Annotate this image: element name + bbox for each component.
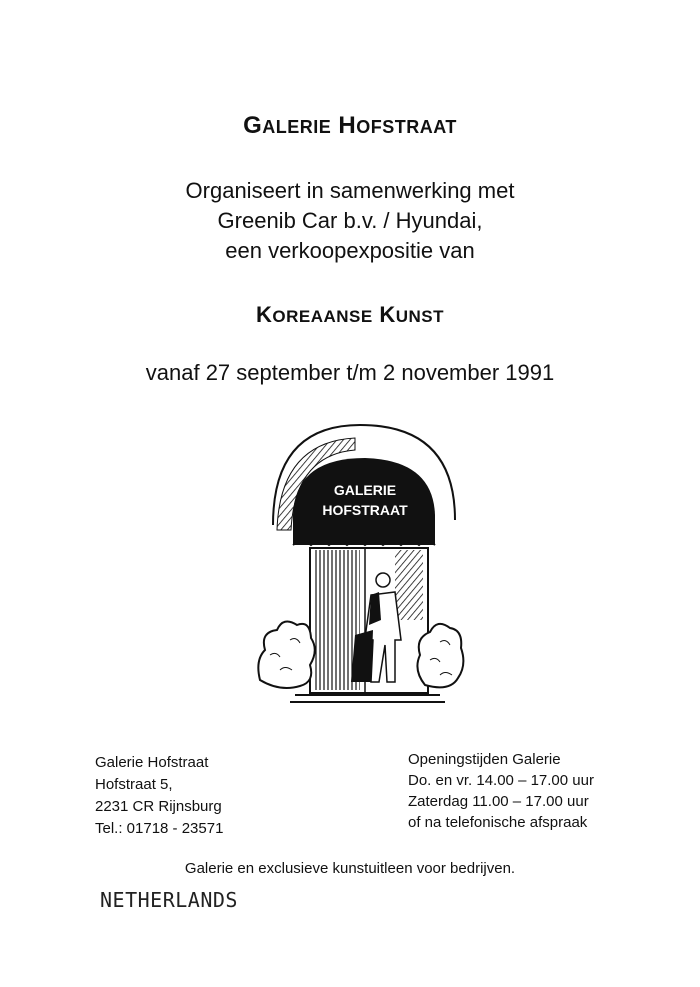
logo-text-line2: HOFSTRAAT	[322, 502, 408, 518]
logo-text-line1: GALERIE	[333, 482, 397, 498]
shrub-left	[258, 621, 314, 688]
hours-line: Zaterdag 11.00 – 17.00 uur	[408, 793, 589, 810]
hours-line: Openingstijden Galerie	[408, 751, 561, 768]
gallery-logo	[255, 420, 465, 710]
address-line: Hofstraat 5,	[95, 776, 173, 793]
intro-line: een verkoopexpositie van	[225, 238, 475, 263]
opening-hours	[408, 749, 594, 833]
intro-text	[0, 176, 700, 266]
hours-line: of na telefonische afspraak	[408, 814, 588, 831]
shrub-right	[417, 624, 463, 688]
exhibition-subject: KOREAANSE KUNST	[255, 302, 445, 327]
country-stamp: NETHERLANDS	[100, 888, 238, 912]
address-line: Galerie Hofstraat	[95, 754, 209, 771]
phone-line: Tel.: 01718 - 23571	[95, 820, 224, 837]
page-title: GALERIE HOFSTRAAT	[243, 112, 457, 139]
exhibition-dates: vanaf 27 september t/m 2 november 1991	[145, 360, 555, 385]
gallery-address	[95, 752, 223, 840]
tagline: Galerie en exclusieve kunstuitleen voor bedrijven.	[184, 860, 516, 877]
hours-line: Do. en vr. 14.00 – 17.00 uur	[408, 772, 594, 789]
address-line: 2231 CR Rijnsburg	[95, 798, 222, 815]
intro-line: Organiseert in samenwerking met	[185, 178, 515, 203]
intro-line: Greenib Car b.v. / Hyundai,	[217, 208, 483, 233]
